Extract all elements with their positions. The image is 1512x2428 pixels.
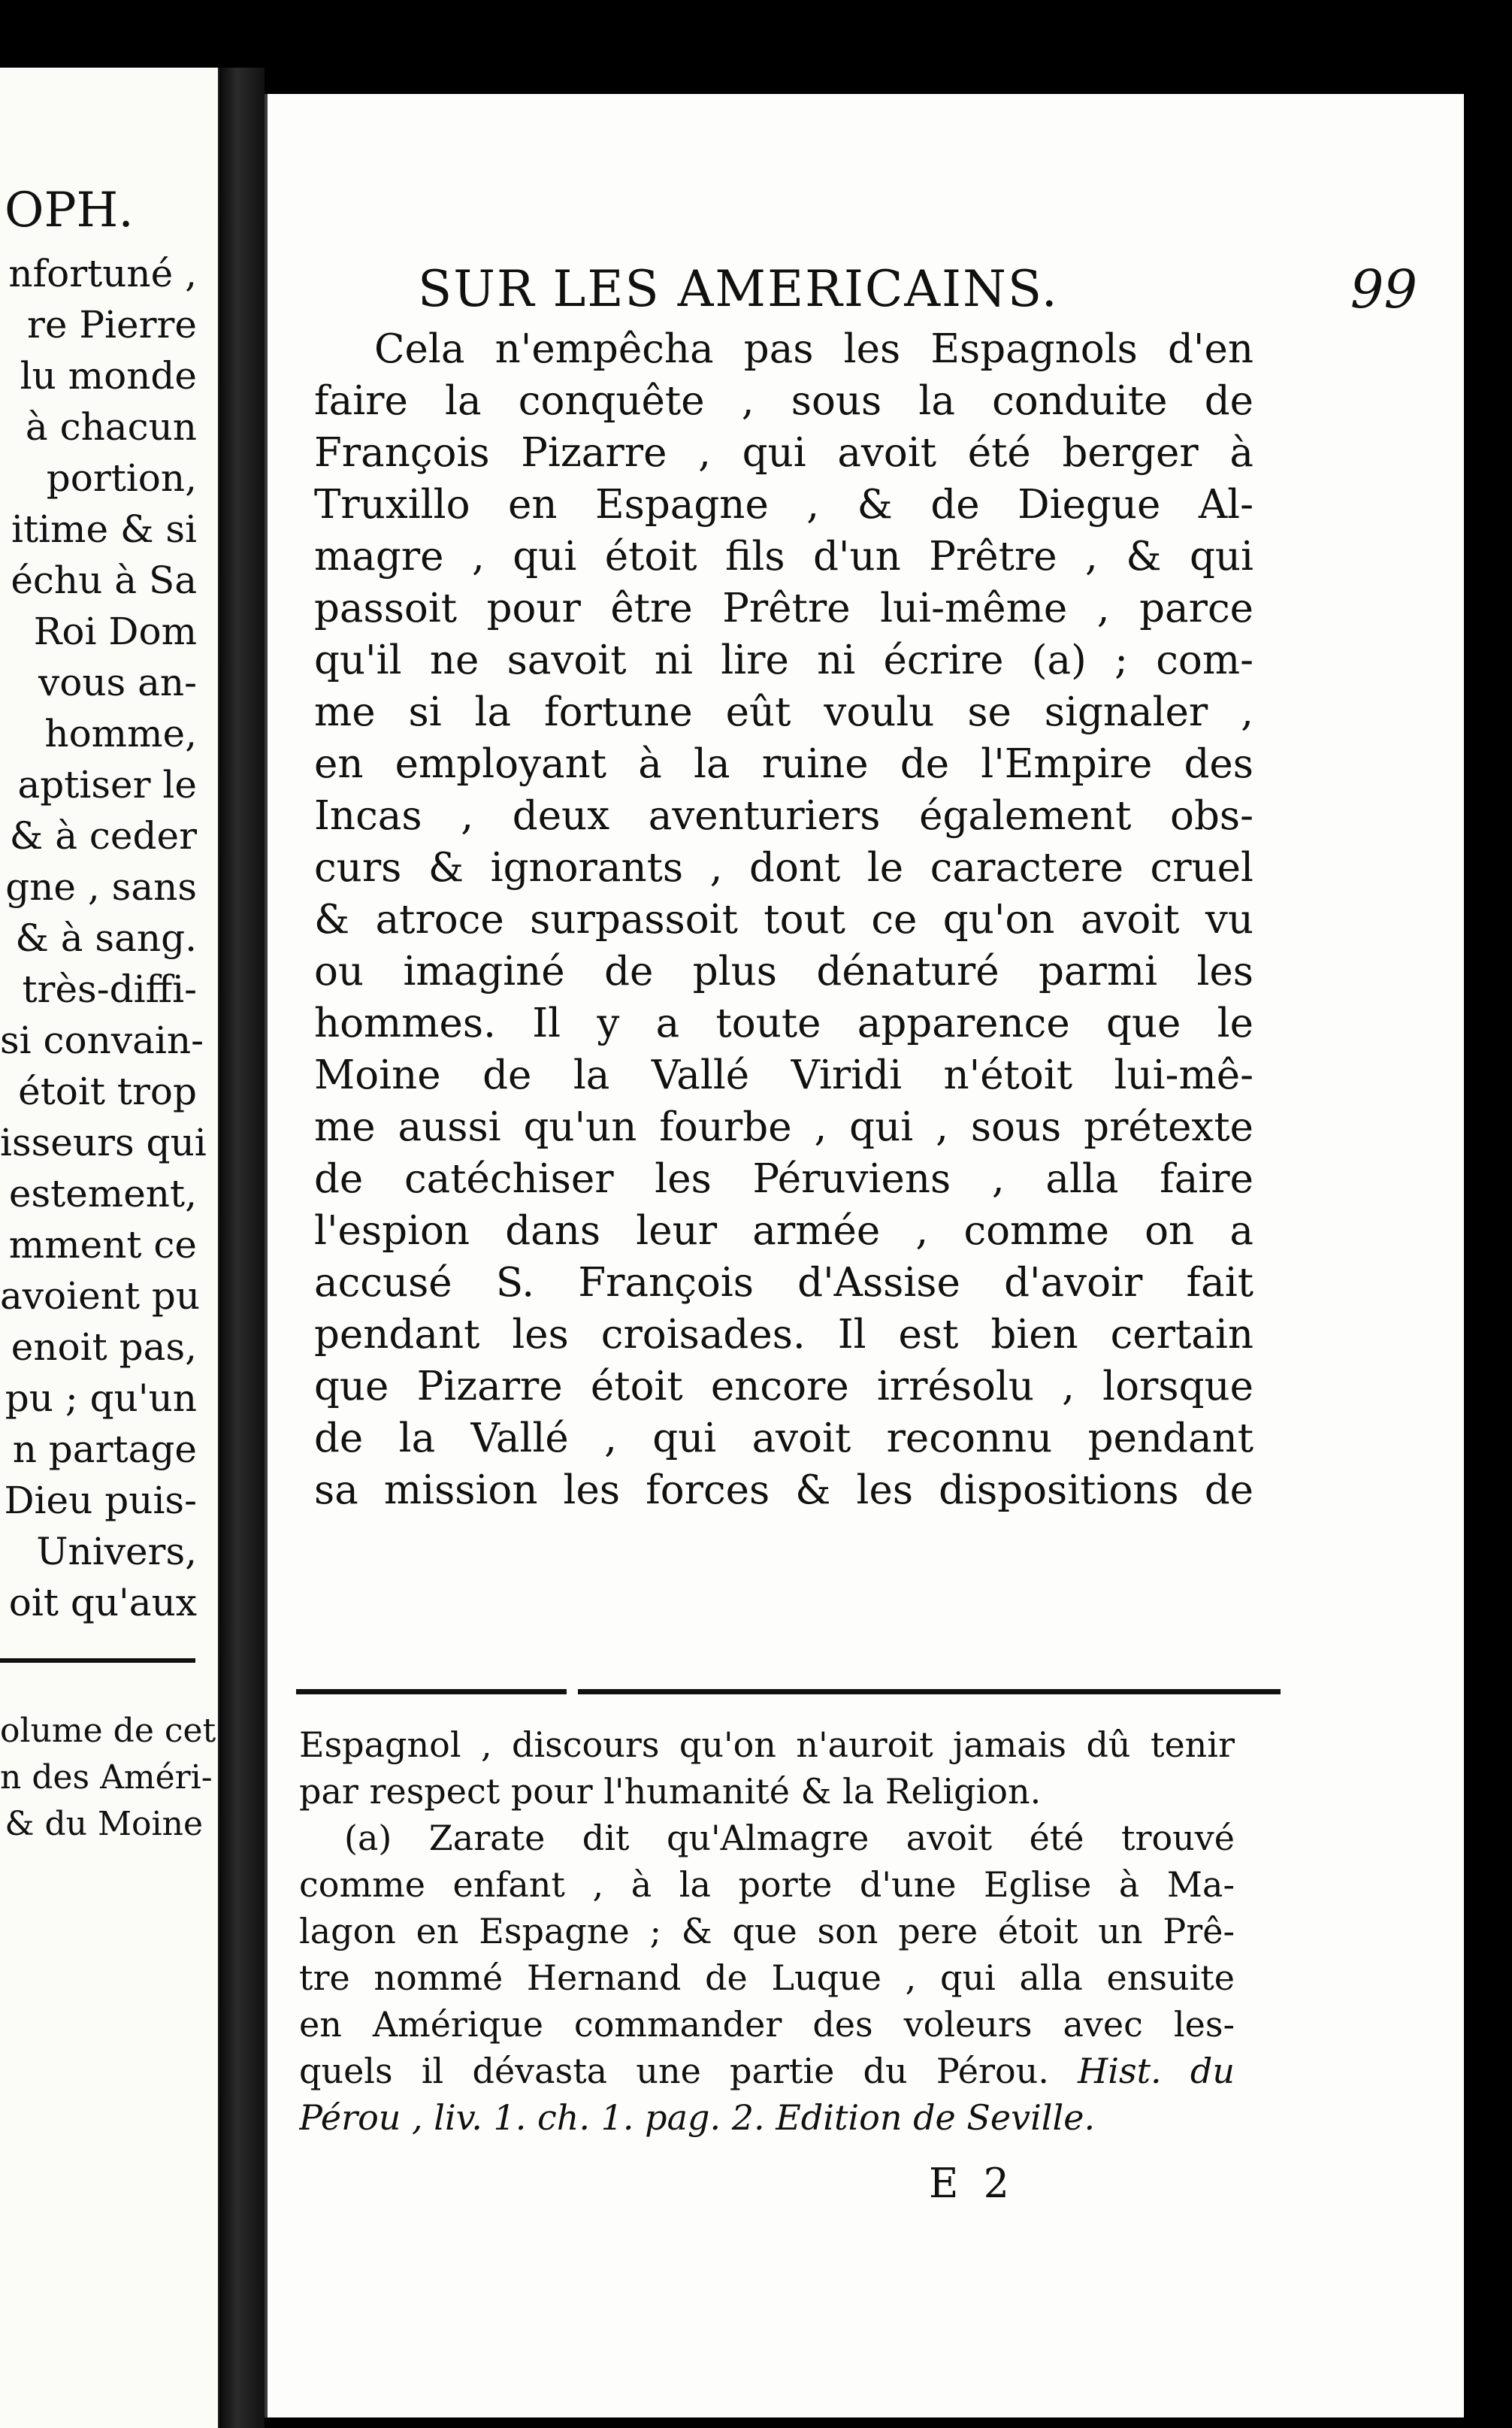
left-footnote-rule <box>0 1658 195 1663</box>
text-line: sa mission les forces & les dispositions de <box>314 1467 1253 1513</box>
left-line: oit qu'aux <box>8 1581 197 1624</box>
left-line: n partage <box>12 1427 197 1471</box>
left-line: & à sang. <box>15 916 197 960</box>
left-line: estement, <box>8 1172 197 1216</box>
left-line: pu ; qu'un <box>5 1376 197 1420</box>
book-gutter <box>219 68 265 2428</box>
footnote-line: tre nommé Hernand de Luque , qui alla ensuite <box>299 1957 1235 1998</box>
text-line: que Pizarre étoit encore irrésolu , lorsque <box>314 1364 1253 1409</box>
text-line: pendant les croisades. Il est bien certain <box>314 1312 1253 1358</box>
citation-title: Hist. du <box>1078 2051 1235 2091</box>
text-line: de la Vallé , qui avoit reconnu pendant <box>314 1415 1253 1461</box>
page-header <box>410 248 1440 331</box>
text-line: de catéchiser les Péruviens , alla faire <box>314 1156 1253 1202</box>
left-line: lu monde <box>20 354 197 398</box>
left-line: échu à Sa <box>11 559 197 602</box>
text-line: & atroce surpassoit tout ce qu'on avoit vu <box>314 897 1253 943</box>
footnote-line: Espagnol , discours qu'on n'auroit jamais dû tenir <box>299 1724 1235 1765</box>
text-line: me si la fortune eût voulu se signaler , <box>314 689 1253 735</box>
left-page-text <box>0 68 218 2428</box>
footnote-line: en Amérique commander des voleurs avec les- <box>299 2004 1235 2045</box>
left-line: & à ceder <box>9 814 197 858</box>
footnote-line: lagon en Espagne ; & que son pere étoit un Prê- <box>299 1911 1235 1951</box>
left-line: Roi Dom <box>33 610 197 653</box>
footnote-text: quels il dévasta une partie du Pérou. <box>299 2051 1049 2091</box>
running-head: SUR LES AMERICAINS. <box>418 260 1059 318</box>
left-line: très-diffi- <box>22 967 197 1011</box>
separator-rule-long <box>578 1689 1281 1694</box>
left-line: vous an- <box>38 661 197 704</box>
left-note-line: olume de cet <box>0 1712 216 1750</box>
left-line: portion, <box>46 456 197 500</box>
footnote-separator <box>296 1686 1281 1697</box>
text-line: magre , qui étoit fils d'un Prêtre , & qui <box>314 534 1253 580</box>
text-line: faire la conquête , sous la conduite de <box>314 378 1253 424</box>
citation-line: Pérou , liv. 1. ch. 1. pag. 2. Edition de Seville. <box>299 2097 1096 2138</box>
left-line: si convain- <box>0 1019 204 1062</box>
text-line: Moine de la Vallé Viridi n'étoit lui-mê- <box>314 1052 1253 1098</box>
left-page-fragment <box>0 68 222 2428</box>
page-number: 99 <box>1350 259 1417 320</box>
left-running-head: OPH. <box>5 183 134 238</box>
left-line: aptiser le <box>17 763 197 807</box>
separator-rule-short <box>296 1689 567 1694</box>
main-text <box>314 323 1253 1516</box>
right-page <box>265 94 1464 2417</box>
text-line: ou imaginé de plus dénaturé parmi les <box>314 949 1253 995</box>
text-line: Incas , deux aventuriers également obs- <box>314 793 1253 839</box>
text-line: Truxillo en Espagne , & de Diegue Al- <box>314 482 1253 528</box>
text-line: curs & ignorants , dont le caractere cruel <box>314 845 1253 891</box>
text-line: accusé S. François d'Assise d'avoir fait <box>314 1260 1253 1306</box>
left-line: mment ce <box>8 1223 197 1267</box>
left-line: Univers, <box>36 1530 197 1573</box>
left-body <box>0 248 218 1628</box>
footnote-line: par respect pour l'humanité & la Religion. <box>299 1771 1042 1812</box>
left-line: enoit pas, <box>11 1325 197 1369</box>
text-line: l'espion dans leur armée , comme on a <box>314 1208 1253 1254</box>
left-line: à chacun <box>25 405 197 449</box>
text-line: passoit pour être Prêtre lui-même , parce <box>314 586 1253 631</box>
footnotes <box>299 1721 1235 2141</box>
left-line: isseurs qui <box>0 1121 207 1164</box>
left-line: re Pierre <box>26 303 197 347</box>
left-line: homme, <box>44 712 197 755</box>
footnote-line-with-citation <box>299 2048 1235 2094</box>
left-line: avoient pu <box>0 1274 201 1318</box>
left-note-line: n des Améri- <box>0 1758 213 1797</box>
text-line: en employant à la ruine de l'Empire des <box>314 741 1253 787</box>
footnote-line: comme enfant , à la porte d'une Eglise à Ma- <box>299 1864 1235 1905</box>
left-line: étoit trop <box>18 1070 197 1113</box>
text-line: qu'il ne savoit ni lire ni écrire (a) ; com- <box>314 637 1253 683</box>
signature-mark: E 2 <box>929 2160 1015 2207</box>
left-line: gne , sans <box>5 865 197 909</box>
left-line: nfortuné , <box>8 252 197 295</box>
footnote-line: (a) Zarate dit qu'Almagre avoit été trouvé <box>344 1818 1235 1858</box>
text-line: me aussi qu'un fourbe , qui , sous prétexte <box>314 1104 1253 1150</box>
left-line: Dieu puis- <box>4 1479 197 1522</box>
text-line: hommes. Il y a toute apparence que le <box>314 1001 1253 1046</box>
left-note-line: & du Moine <box>5 1805 203 1843</box>
text-line: François Pizarre , qui avoit été berger à <box>314 430 1253 476</box>
text-line: Cela n'empêcha pas les Espagnols d'en <box>374 326 1253 372</box>
left-line: itime & si <box>11 507 197 551</box>
